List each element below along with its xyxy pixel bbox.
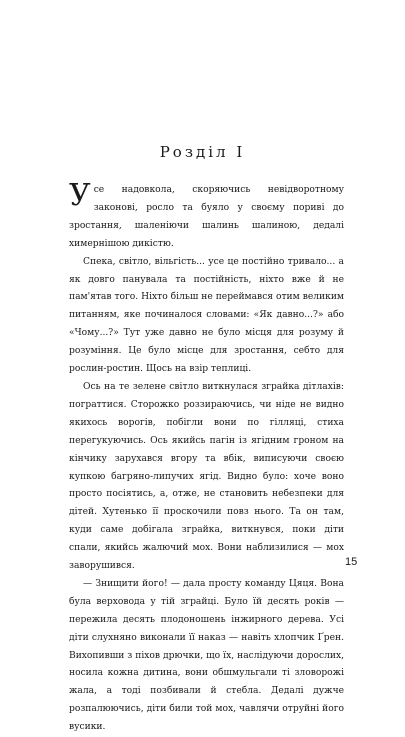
drop-cap: У <box>69 182 91 213</box>
page-number: 15 <box>345 556 358 568</box>
chapter-body <box>69 182 344 737</box>
paragraph-1 <box>69 182 344 254</box>
paragraph-2: Спека, світло, вільгість... усе це постійно тривало... а як довго панувала та постійність, ніхто вже й не пам'ятав того. Ніхто більш не переймався отим великим питанням, яке починалося словами: «Як давно...?» або «Чому...?» Тут уже давно не було місця для розуму й розуміння. Це було місце для зростання, себто для рослин-ростин. Щось на взір теплиці. <box>69 256 344 375</box>
chapter-title: Розділ І <box>159 143 246 161</box>
paragraph-1-text: се надовкола, скоряючись невідворотному законові, росло та буяло у своєму пориві до зростання, шаленіючи шалинь шалиною, дедалі химернішою дикістю. <box>69 185 344 249</box>
paragraph-4: — Знищити його! — дала просту команду Цяця. Вона була верховода у тій зграйці. Було їй десять років — пережила десять плодоношень інжирного дерева. Усі діти слухняно виконали її наказ — навіть хлопчик Ґрен. Вихопивши з піхов дрючки, що їх, наслідуючи дорослих, носила кожна дитина, вони обшмульгали ті зловорожі жала, а тоді позбивали й стебла. Дедалі дужче розпалюючись, діти били той мох, чавлячи отруйні його вусики. <box>69 578 344 733</box>
paragraph-3: Ось на те зелене світло виткнулася зграйка дітлахів: пограттися. Сторожко роззираючись, чи ніде не видно якихось ворогів, побігли вони по гілляці, стиха перегукуючись. Ось якийсь пагін із ягідним гроном на кінчику зарухався вгору та вбік, виписуючи своєю купкою багряно-липучих ягід. Видно було: хоче воно просто посіятись, а, отже, не становить небезпеки для дітей. Хутенько її проскочили повз нього. Та он там, куди саме добігала зграйка, виткнувся, поки діти спали, якийсь жалючий мох. Вони наблизилися — мох заворушився. <box>69 381 344 572</box>
